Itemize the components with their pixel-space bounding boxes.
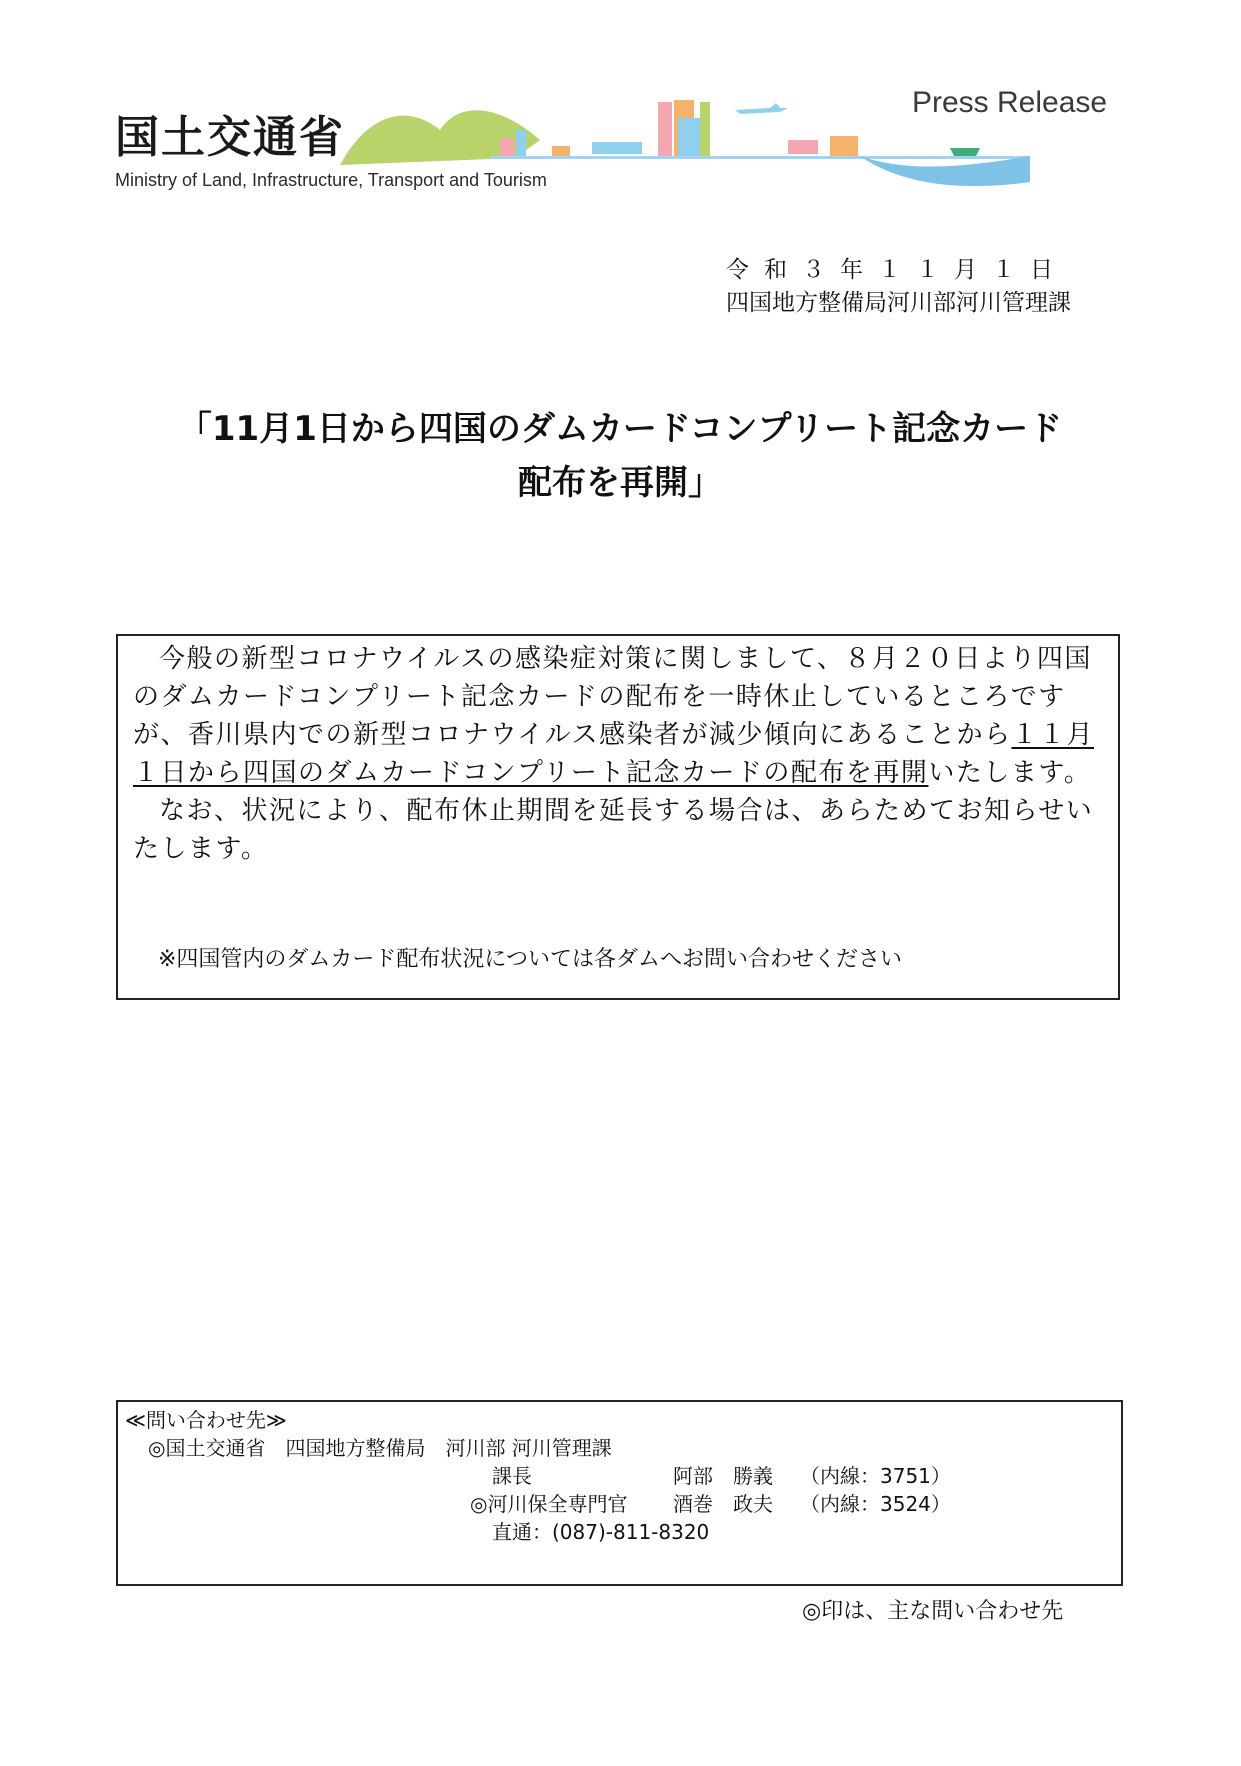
contact-direct-line: 直通：(087)-811-8320 [492, 1520, 710, 1544]
contact-heading: ≪問い合わせ先≫ [125, 1408, 287, 1432]
contact-extension: （内線：3751） [800, 1464, 951, 1488]
title-line-1: 「11月1日から四国のダムカードコンプリート記念カード [177, 409, 1063, 449]
bus-icon [788, 140, 818, 154]
contact-extension: （内線：3524） [800, 1492, 951, 1516]
tower-icon [658, 102, 672, 156]
factory-icon [830, 136, 858, 156]
notice-highlight: １１月１日から四国のダムカードコンプリート記念カードの配布を再開 [133, 720, 1094, 788]
contact-organization: ◎国土交通省 四国地方整備局 河川部 河川管理課 [148, 1436, 612, 1460]
notice-paragraph-1 [133, 640, 1113, 792]
notice-text-before: 今般の新型コロナウイルスの感染症対策に関しまして、８月２０日より四国のダムカードコンプリート記念カードの配布を一時休止しているところですが、香川県内での新型コロナウイルス感染者が減少傾向にあることから [133, 644, 1092, 750]
building-icon [516, 130, 526, 156]
contact-name: 阿部 勝義 [673, 1464, 773, 1488]
airplane-icon [735, 103, 788, 114]
tower-icon [700, 102, 710, 156]
title-line-2: 配布を再開」 [518, 463, 722, 503]
press-release-label: Press Release [912, 86, 1108, 119]
ministry-name-en: Ministry of Land, Infrastructure, Transport and Tourism [115, 170, 547, 190]
contact-role: ◎河川保全専門官 [470, 1492, 628, 1516]
building-icon [500, 138, 514, 156]
car-icon [552, 146, 570, 156]
ground-line [490, 156, 1030, 159]
sea-graphic [860, 156, 1030, 186]
ministry-name-ja: 国土交通省 [115, 112, 345, 163]
issuing-department: 四国地方整備局河川部河川管理課 [726, 290, 1071, 316]
notice-footnote: ※四国管内のダムカード配布状況については各ダムへお問い合わせください [158, 947, 902, 972]
contact-role: 課長 [492, 1464, 532, 1488]
issue-date: 令和３年１１月１日 [726, 257, 1068, 283]
contact-note: ◎印は、主な問い合わせ先 [802, 1599, 1064, 1624]
tower-icon [678, 118, 700, 156]
notice-paragraph-2: なお、状況により、配布休止期間を延長する場合は、あらためてお知らせいたします。 [133, 796, 1094, 864]
ship-icon [950, 148, 980, 156]
contact-name: 酒巻 政夫 [673, 1492, 773, 1516]
notice-text-after: いたします。 [928, 758, 1092, 788]
train-icon [592, 142, 642, 154]
notice-body [133, 640, 1113, 868]
press-title [120, 402, 1120, 510]
header-illustration [340, 100, 1030, 200]
